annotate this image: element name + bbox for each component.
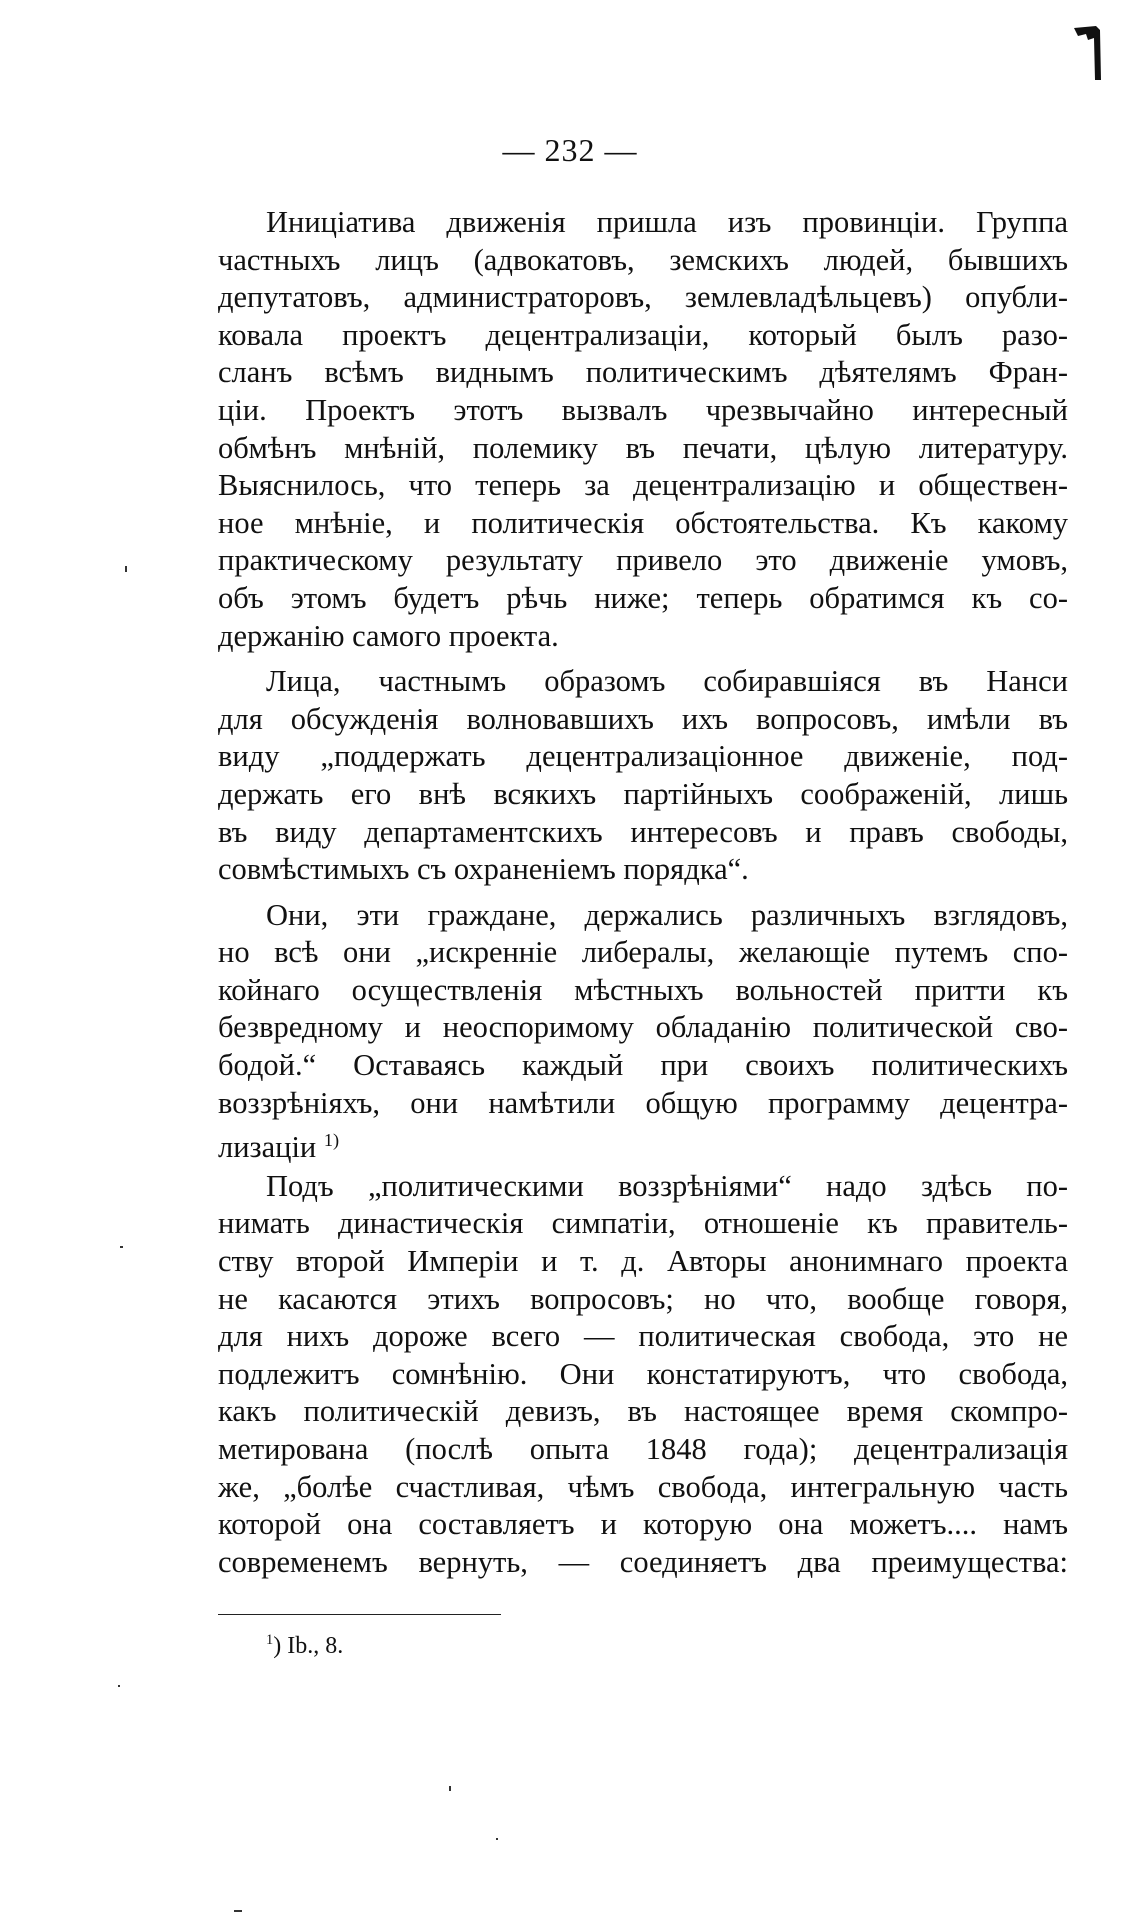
- footnote-reference: 1): [323, 1130, 340, 1151]
- text-line: держанію самого проекта.: [218, 618, 559, 653]
- text-line: держать его внѣ всякихъ партійныхъ соображеній, лишь: [218, 776, 1068, 811]
- text-line: воззрѣніяхъ, они намѣтили общую программу децентра-: [218, 1085, 1068, 1120]
- text-line: объ этомъ будетъ рѣчь ниже; теперь обратимся къ со-: [218, 580, 1068, 615]
- text-line: метирована (послѣ опыта 1848 года); децентрализація: [218, 1432, 1068, 1466]
- text-line: практическому результату привело это движеніе умовъ,: [218, 543, 1068, 578]
- text-line: какъ политическій девизъ, въ настоящее время скомпро-: [218, 1394, 1068, 1429]
- scan-speck: [449, 1786, 451, 1791]
- footnote-text: ) Ib., 8.: [273, 1633, 344, 1659]
- text-line: ковала проектъ децентрализаціи, который былъ разо-: [218, 317, 1068, 352]
- text-line: бодой.“ Оставаясь каждый при своихъ политическихъ: [218, 1048, 1068, 1083]
- scan-speck: [120, 1246, 123, 1248]
- footnote: [266, 1632, 343, 1660]
- text-line: Лица, частнымъ образомъ собиравшіяся въ Нанси: [266, 664, 1068, 699]
- paragraph-3: [218, 897, 1068, 1165]
- text-line: [218, 1122, 1068, 1165]
- text-fragment: лизаціи: [218, 1130, 317, 1165]
- paragraph-2: [218, 663, 1068, 889]
- page-number: — 232 —: [502, 132, 638, 168]
- body-text: [218, 204, 1068, 1581]
- text-line: которой она составляетъ и которую она можетъ.... намъ: [218, 1507, 1068, 1542]
- text-line: не касаются этихъ вопросовъ; но что, вообще говоря,: [218, 1281, 1068, 1316]
- text-line: виду „поддержать децентрализаціонное движеніе, под-: [218, 739, 1068, 774]
- text-line: современемъ вернуть, — соединяетъ два преимущества:: [218, 1544, 1068, 1579]
- text-line: ціи. Проектъ этотъ вызвалъ чрезвычайно интересный: [218, 392, 1068, 427]
- text-line: для обсужденія волновавшихъ ихъ вопросовъ, имѣли въ: [218, 701, 1068, 736]
- text-line: безвредному и неоспоримому обладанію политической сво-: [218, 1010, 1068, 1045]
- text-line: Выяснилось, что теперь за децентрализацію и обществен-: [218, 468, 1068, 503]
- text-line: ное мнѣніе, и политическія обстоятельства. Къ какому: [218, 505, 1068, 540]
- text-line: нимать династическія симпатіи, отношеніе къ правитель-: [218, 1206, 1068, 1241]
- text-line: въ виду департаментскихъ интересовъ и правъ свободы,: [218, 814, 1068, 849]
- text-line: для нихъ дороже всего — политическая свобода, это не: [218, 1319, 1068, 1354]
- text-line: же, „болѣе счастливая, чѣмъ свобода, интегральную часть: [218, 1469, 1068, 1504]
- scan-speck: [118, 1685, 120, 1687]
- text-line: койнаго осуществленія мѣстныхъ вольностей притти къ: [218, 972, 1068, 1007]
- footnote-marker: 1: [266, 1632, 274, 1648]
- text-line: сланъ всѣмъ виднымъ политическимъ дѣятелямъ Фран-: [218, 355, 1068, 390]
- paragraph-4: [218, 1168, 1068, 1582]
- text-line: Подъ „политическими воззрѣніями“ надо здѣсь по-: [266, 1168, 1068, 1203]
- scan-speck: [234, 1910, 242, 1912]
- text-line: но всѣ они „искренніе либералы, желающіе путемъ спо-: [218, 935, 1068, 970]
- scan-speck: [496, 1838, 498, 1840]
- text-line: депутатовъ, администраторовъ, землевладѣльцевъ) опубли-: [218, 280, 1068, 315]
- scan-speck: [125, 566, 127, 572]
- text-line: ству второй Имперіи и т. д. Авторы анонимнаго проекта: [218, 1244, 1068, 1279]
- footnote-divider: [218, 1614, 501, 1615]
- text-line: Они, эти граждане, держались различныхъ взглядовъ,: [266, 897, 1068, 932]
- scan-corner-mark-icon: [1074, 26, 1102, 80]
- text-line: совмѣстимыхъ съ охраненіемъ порядка“.: [218, 852, 749, 887]
- text-line: частныхъ лицъ (адвокатовъ, земскихъ людей, бывшихъ: [218, 242, 1068, 277]
- text-line: обмѣнъ мнѣній, полемику въ печати, цѣлую литературу.: [218, 430, 1068, 465]
- text-line: Иниціатива движенія пришла изъ провинціи. Группа: [266, 205, 1068, 239]
- paragraph-1: [218, 204, 1068, 655]
- text-line: подлежитъ сомнѣнію. Они констатируютъ, что свобода,: [218, 1356, 1068, 1391]
